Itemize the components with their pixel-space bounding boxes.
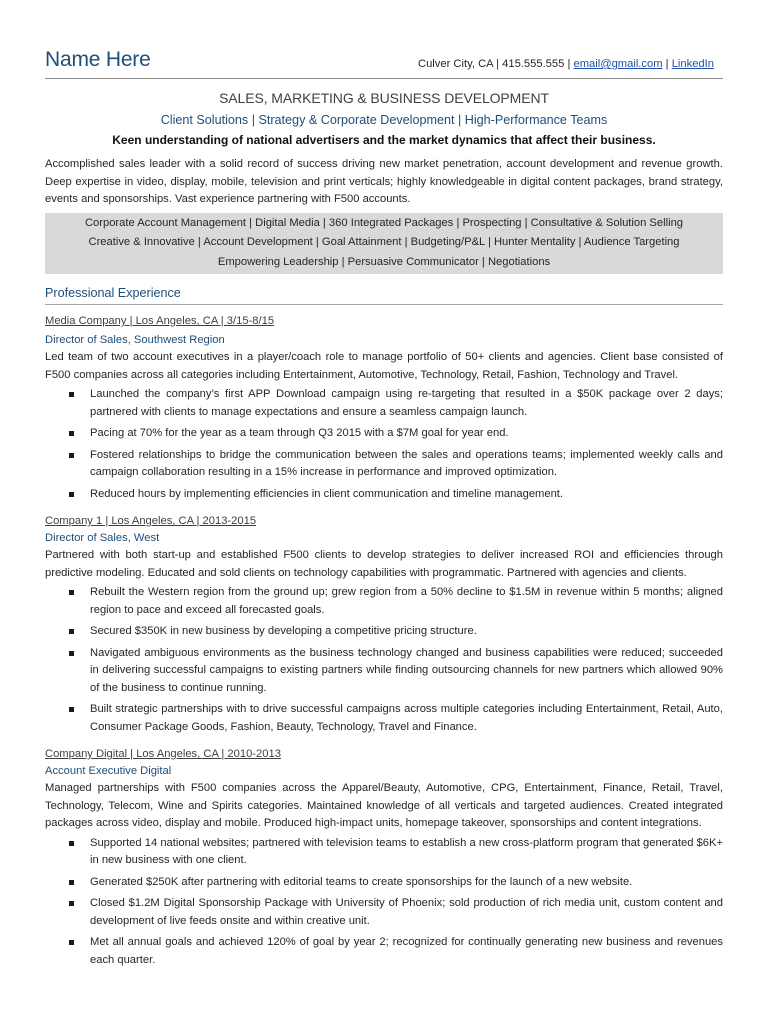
achievement-item <box>45 874 723 892</box>
section-title-experience: Professional Experience <box>45 284 723 305</box>
job-description: Managed partnerships with F500 companies across the Apparel/Beauty, Automotive, CPG, Entertainment, Finance, Retail, Travel, Technology, Telecom, Wine and Spirits categories. Maintained knowledge of all verticals and targeted audiences. Created integrated packages across video, display and mobile. Produced high-impact units, homepage takeover, sponsorships and content integrations. <box>45 782 723 829</box>
achievement-item <box>45 623 723 641</box>
job-entry <box>45 746 723 969</box>
bullet-square-icon <box>69 901 74 906</box>
core-competencies-box <box>45 213 723 275</box>
achievement-text: Launched the company’s first APP Download campaign using re-targeting that resulted in a $50K package over 2 days; partnered with clients to manage expectations and ensure a seamless campaign launch. <box>90 388 723 418</box>
achievement-item <box>45 701 723 736</box>
competencies-line: Corporate Account Management | Digital Media | 360 Integrated Packages | Prospecting | Consultative & Solution Selling <box>84 216 684 229</box>
company-line: Media Company | Los Angeles, CA | 3/15-8/15 <box>45 315 275 327</box>
achievement-text: Met all annual goals and achieved 120% of goal by year 2; recognized for continually generating new business and revenues each quarter. <box>90 936 723 966</box>
achievement-text: Built strategic partnerships with to drive successful campaigns across multiple categories including Entertainment, Retail, Auto, Consumer Package Goods, Fashion, Beauty, Technology, Travel and Finance. <box>90 703 723 733</box>
competencies-line: Creative & Innovative | Account Development | Goal Attainment | Budgeting/P&L | Hunter Mentality | Audience Targeting <box>88 236 680 248</box>
achievement-list <box>45 584 723 736</box>
bullet-square-icon <box>69 431 74 436</box>
achievement-text: Fostered relationships to bridge the communication between the sales and operations teams; implemented weekly calls and campaign collaboration resulting in a 15% increase in performance and improved optimization. <box>90 448 723 478</box>
achievement-text: Navigated ambiguous environments as the business technology changed and business capabilities were reduced; succeeded in delivering successful campaigns to existing partners while finding outsourcing channels for new partners which allowed 90% of the business to continue running. <box>90 646 723 694</box>
achievement-item <box>45 895 723 930</box>
achievement-text: Generated $250K after partnering with editorial teams to create sponsorships for the launch of a new website. <box>90 875 633 888</box>
achievement-text: Secured $350K in new business by developing a competitive pricing structure. <box>90 625 477 637</box>
achievement-list <box>45 386 723 503</box>
achievement-item <box>45 447 723 482</box>
professional-subhead: Client Solutions | Strategy & Corporate Development | High-Performance Teams <box>160 113 608 127</box>
job-entry <box>45 513 723 736</box>
candidate-name: Name Here <box>45 48 151 71</box>
bullet-square-icon <box>69 651 74 656</box>
achievement-item <box>45 486 723 504</box>
contact-location-phone: Culver City, CA | 415.555.555 | <box>418 58 574 70</box>
resume-header <box>45 0 723 71</box>
achievement-item <box>45 835 723 870</box>
job-title: Director of Sales, West <box>45 532 160 544</box>
achievement-text: Rebuilt the Western region from the ground up; grew region from a 50% decline to $1.5M in revenue within 5 months; aligned region to pace and exceed all forecasted goals. <box>90 586 723 616</box>
bullet-square-icon <box>69 841 74 846</box>
achievement-item <box>45 645 723 698</box>
job-title: Account Executive Digital <box>45 765 172 777</box>
linkedin-link[interactable]: LinkedIn <box>671 58 714 70</box>
company-line: Company 1 | Los Angeles, CA | 2013-2015 <box>45 515 257 527</box>
job-entry <box>45 313 723 503</box>
achievement-item <box>45 934 723 969</box>
professional-headline: SALES, MARKETING & BUSINESS DEVELOPMENT <box>219 90 549 106</box>
achievement-text: Reduced hours by implementing efficiencies in client communication and timeline management. <box>90 487 564 500</box>
achievement-item <box>45 425 723 443</box>
job-title: Director of Sales, Southwest Region <box>45 334 225 346</box>
job-description: Led team of two account executives in a player/coach role to manage portfolio of 50+ clients and agencies. Client base consisted of F500 companies across all categories including Entertainment, Automotive, Technology, Retail, Fashion, Technology and Travel. <box>45 351 723 381</box>
achievement-item <box>45 386 723 421</box>
contact-line <box>418 56 714 72</box>
bullet-square-icon <box>69 707 74 712</box>
header-divider <box>45 78 723 79</box>
achievement-text: Closed $1.2M Digital Sponsorship Package with University of Phoenix; sold production of rich media unit, custom content and development of live feeds onsite and within creative unit. <box>90 897 723 927</box>
competencies-line: Empowering Leadership | Persuasive Communicator | Negotiations <box>217 255 551 268</box>
contact-separator: | <box>662 58 672 70</box>
achievement-list <box>45 835 723 970</box>
achievement-text: Supported 14 national websites; partnered with television teams to establish a new cross-platform program that generated $6K+ in new business with one client. <box>90 836 723 866</box>
achievement-item <box>45 584 723 619</box>
bullet-square-icon <box>69 492 74 497</box>
bullet-square-icon <box>69 940 74 945</box>
tagline: Keen understanding of national advertisers and the market dynamics that affect their business. <box>112 133 656 147</box>
bullet-square-icon <box>69 453 74 458</box>
achievement-text: Pacing at 70% for the year as a team through Q3 2015 with a $7M goal for year end. <box>90 427 509 439</box>
summary-paragraph: Accomplished sales leader with a solid record of success driving new market penetration, account development and revenue growth. Deep expertise in video, display, mobile, television and print verticals; highly knowledgeable in digital content packages, brand strategy, events and sponsorships. Vast experience partnering with F500 accounts. <box>45 158 723 205</box>
bullet-square-icon <box>69 629 74 634</box>
email-link[interactable]: email@gmail.com <box>573 58 663 70</box>
company-line: Company Digital | Los Angeles, CA | 2010-2013 <box>45 748 281 760</box>
bullet-square-icon <box>69 392 74 397</box>
bullet-square-icon <box>69 880 74 885</box>
job-description: Partnered with both start-up and established F500 clients to develop strategies to deliver increased ROI and efficiencies through predictive modeling. Educated and sold clients on technology capabilities with programmatic. Partnered with agencies and clients. <box>45 549 723 579</box>
bullet-square-icon <box>69 590 74 595</box>
